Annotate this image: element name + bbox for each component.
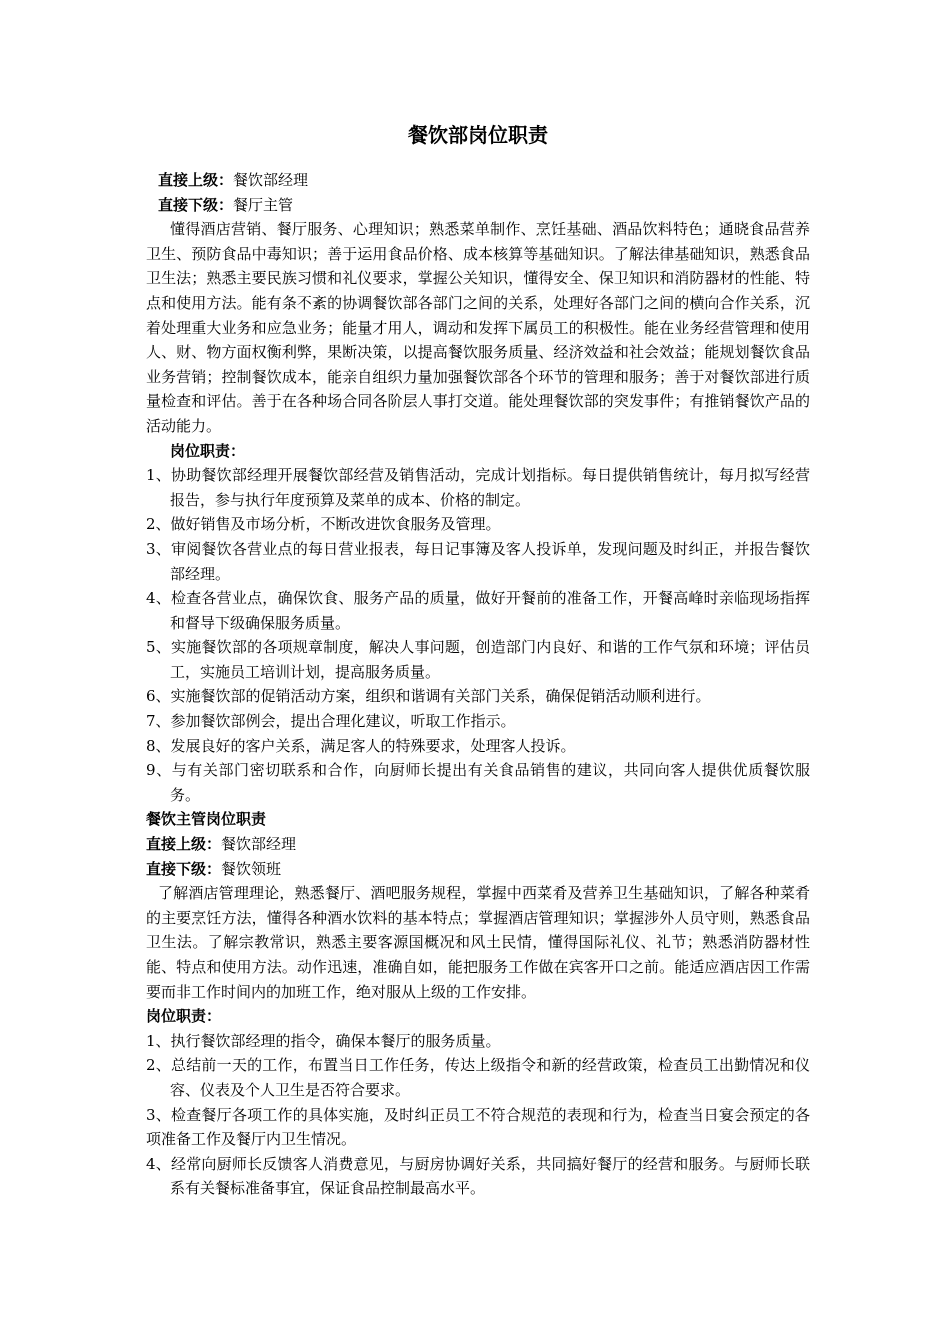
duty-item: 2、总结前一天的工作，布置当日工作任务，传达上级指令和新的经营政策，检查员工出勤情况和仪容、仪表及个人卫生是否符合要求。 (146, 1056, 810, 1099)
direct-subordinate-line (146, 857, 810, 882)
duty-item: 8、发展良好的客户关系，满足客人的特殊要求，处理客人投诉。 (146, 736, 576, 755)
duties-list (146, 1029, 810, 1201)
direct-subordinate-line (146, 193, 810, 218)
direct-subordinate-value: 餐饮领班 (221, 859, 282, 878)
duties-list (146, 463, 810, 807)
direct-superior-line (146, 168, 810, 193)
duty-item: 3、审阅餐饮各营业点的每日营业报表，每日记事簿及客人投诉单，发现问题及时纠正，并报告餐饮部经理。 (146, 539, 810, 583)
duties-heading: 岗位职责： (170, 441, 246, 460)
direct-superior-line (146, 832, 810, 857)
document-page (146, 118, 810, 1201)
duties-heading: 岗位职责： (146, 1007, 222, 1026)
duty-item: 1、执行餐饮部经理的指令，确保本餐厅的服务质量。 (146, 1031, 501, 1050)
direct-superior-value: 餐饮部经理 (221, 835, 297, 854)
direct-superior-value: 餐饮部经理 (233, 171, 309, 189)
direct-subordinate-label: 直接下级： (146, 859, 222, 878)
direct-subordinate-label: 直接下级： (158, 195, 234, 214)
duty-item: 4、经常向厨师长反馈客人消费意见，与厨房协调好关系，共同搞好餐厅的经营和服务。与厨师长联系有关餐标准备事宜，保证食品控制最高水平。 (146, 1154, 810, 1198)
duty-item: 3、检查餐厅各项工作的具体实施，及时纠正员工不符合规范的表现和行为，检查当日宴会预定的各项准备工作及餐厅内卫生情况。 (146, 1105, 810, 1149)
direct-subordinate-value: 餐厅主管 (233, 195, 294, 214)
document-title: 餐饮部岗位职责 (408, 123, 548, 147)
duty-item: 2、做好销售及市场分析，不断改进饮食服务及管理。 (146, 515, 501, 534)
qualification-paragraph: 了解酒店管理理论，熟悉餐厅、酒吧服务规程，掌握中西菜肴及营养卫生基础知识，了解各种菜肴的主要烹饪方法，懂得各种酒水饮料的基本特点；掌握酒店管理知识；掌握涉外人员守则，熟悉食品卫生法。了解宗教常识，熟悉主要客源国概况和风土民情，懂得国际礼仪、礼节；熟悉消防器材性能、特点和使用方法。动作迅速，准确自如，能把服务工作做在宾客开口之前。能适应酒店因工作需要而非工作时间内的加班工作，绝对服从上级的工作安排。 (146, 884, 810, 1001)
duty-item: 5、实施餐饮部的各项规章制度，解决人事问题，创造部门内良好、和谐的工作气氛和环境；评估员工，实施员工培训计划，提高服务质量。 (146, 638, 810, 681)
duty-item: 9、与有关部门密切联系和合作，向厨师长提出有关食品销售的建议，共同向客人提供优质餐饮服务。 (146, 761, 810, 804)
duty-item: 4、检查各营业点，确保饮食、服务产品的质量，做好开餐前的准备工作，开餐高峰时亲临现场指挥和督导下级确保服务质量。 (146, 589, 810, 632)
section-heading: 餐饮主管岗位职责 (146, 810, 267, 829)
duty-item: 1、协助餐饮部经理开展餐饮部经营及销售活动，完成计划指标。每日提供销售统计，每月拟写经营报告，参与执行年度预算及菜单的成本、价格的制定。 (146, 466, 810, 509)
duty-item: 7、参加餐饮部例会，提出合理化建议，听取工作指示。 (146, 712, 516, 731)
qualification-paragraph: 懂得酒店营销、餐厅服务、心理知识；熟悉菜单制作、烹饪基础、酒品饮料特色；通晓食品营养卫生、预防食品中毒知识；善于运用食品价格、成本核算等基础知识。了解法律基础知识，熟悉食品卫生法；熟悉主要民族习惯和礼仪要求，掌握公关知识，懂得安全、保卫知识和消防器材的性能、特点和使用方法。能有条不紊的协调餐饮部各部门之间的关系，处理好各部门之间的横向合作关系，沉着处理重大业务和应急业务；能量才用人，调动和发挥下属员工的积极性。能在业务经营管理和使用人、财、物方面权衡利弊，果断决策，以提高餐饮服务质量、经济效益和社会效益；能规划餐饮食品业务营销；控制餐饮成本，能亲自组织力量加强餐饮部各个环节的管理和服务；善于对餐饮部进行质量检查和评估。善于在各种场合同各阶层人事打交道。能处理餐饮部的突发事件；有推销餐饮产品的活动能力。 (146, 220, 810, 435)
direct-superior-label: 直接上级： (146, 835, 222, 854)
duty-item: 6、实施餐饮部的促销活动方案，组织和谐调有关部门关系，确保促销活动顺利进行。 (146, 687, 711, 706)
direct-superior-label: 直接上级： (158, 171, 234, 189)
